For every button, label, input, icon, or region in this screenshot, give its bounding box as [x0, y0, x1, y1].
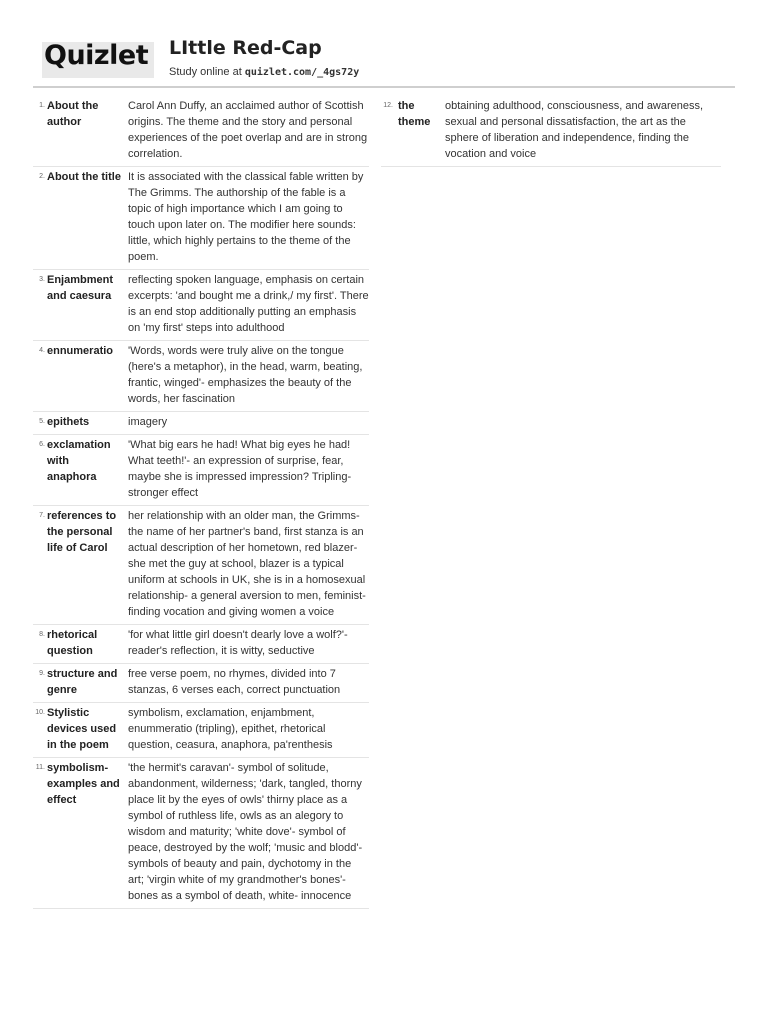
card-definition: reflecting spoken language, emphasis on certain excerpts: 'and bought me a drink,/ my first'. There is an end stop additionally putting an emphasis on 'my first' steps into adulthood: [128, 274, 369, 334]
card-term: About the author: [47, 100, 99, 128]
card-number: 4.: [39, 347, 45, 354]
card-number: 5.: [39, 418, 45, 425]
flashcard-row: [33, 435, 369, 506]
card-term: references to the personal life of Carol: [47, 510, 117, 554]
card-number: 9.: [39, 670, 45, 677]
card-definition: 'Words, words were truly alive on the tongue (here's a metaphor), in the head, warm, beating, frantic, winged'- emphasizes the beauty of the words, her fascination: [128, 345, 363, 405]
quizlet-logo: [42, 42, 154, 78]
flashcard-row: [33, 703, 369, 758]
card-number: 2.: [39, 173, 45, 180]
page-header: [0, 0, 768, 88]
flashcard-row: [33, 664, 369, 703]
right-column: [381, 96, 721, 167]
flashcard-row: [33, 412, 369, 435]
flashcard-row: [33, 625, 369, 664]
card-number: 3.: [39, 276, 45, 283]
card-term: structure and genre: [47, 668, 118, 696]
card-definition: It is associated with the classical fable written by The Grimms. The authorship of the fable is a topic of high importance which I am going to touch upon later on. The modifier here sounds: little, which highly pertains to the theme of the poem.: [128, 171, 364, 263]
flashcard-row: [33, 758, 369, 909]
flashcard-row: [33, 96, 369, 167]
flashcard-row: [33, 167, 369, 270]
card-term: exclamation with anaphora: [47, 439, 111, 483]
card-number: 10.: [35, 709, 45, 716]
card-number: 11.: [35, 764, 45, 771]
card-term: symbolism- examples and effect: [47, 762, 120, 806]
card-term: ennumeratio: [47, 345, 114, 357]
study-online-line: [169, 66, 359, 78]
left-column: [33, 96, 369, 909]
card-definition: obtaining adulthood, consciousness, and awareness, sexual and personal dissatisfaction, the art as the sphere of liberation and independence, finding the vocation and voice: [445, 100, 704, 160]
card-definition: Carol Ann Duffy, an acclaimed author of Scottish origins. The theme and the story and personal experiences of the poet overlap and are in strong correlation.: [128, 100, 368, 160]
set-title: LIttle Red-Cap: [169, 37, 322, 59]
card-term: Stylistic devices used in the poem: [47, 707, 117, 751]
card-definition: free verse poem, no rhymes, divided into 7 stanzas, 6 verses each, correct punctuation: [128, 668, 341, 696]
card-number: 6.: [39, 441, 45, 448]
header-divider: [33, 86, 735, 88]
flashcard-row: [33, 341, 369, 412]
flashcard-row: [33, 506, 369, 625]
card-number: 12.: [383, 102, 393, 109]
card-term: the theme: [398, 100, 431, 128]
flashcard-row: [33, 270, 369, 341]
study-prefix: Study online at: [169, 66, 245, 78]
study-url-link[interactable]: quizlet.com/_4gs72y: [244, 67, 360, 78]
logo-text: Quizlet: [44, 40, 149, 71]
card-definition: symbolism, exclamation, enjambment, enummeratio (tripling), epithet, rhetorical question, ceasura, anaphora, pa'renthesis: [128, 707, 333, 751]
card-definition: 'What big ears he had! What big eyes he had! What teeth!'- an expression of surprise, fear, maybe she is impressed impression? Tripling- stronger effect: [128, 439, 352, 499]
card-term: About the title: [47, 171, 121, 183]
card-definition: 'for what little girl doesn't dearly love a wolf?'- reader's reflection, it is witty, seductive: [128, 629, 348, 657]
card-definition: imagery: [128, 416, 168, 428]
card-term: rhetorical question: [47, 629, 98, 657]
card-term: epithets: [47, 416, 90, 428]
card-number: 8.: [39, 631, 45, 638]
card-number: 7.: [39, 512, 45, 519]
flashcard-row: [381, 96, 721, 167]
card-number: 1.: [39, 102, 45, 109]
card-definition: 'the hermit's caravan'- symbol of solitude, abandonment, wilderness; 'dark, tangled, thorny place lit by the eyes of owls' thirny place as a symbol of ruthless life, owls as an alegory to wisdom and maturity; 'white dove'- symbol of peace, destroyed by the wolf; 'music and blodd'- symbols of beauty and pain, dychotomy in the art; 'virgin white of my grandmother's bones'- bones as a symbol of death, white- innocence: [128, 762, 363, 902]
card-term: Enjambment and caesura: [47, 274, 114, 302]
card-definition: her relationship with an older man, the Grimms- the name of her partner's band, first stanza is an actual description of her hometown, red blazer- she met the guy at school, blazer is a typical uniform at schools in UK, she is in a homosexual relationship- a general aversion to men, feminist- finding vocation and giving women a voice: [128, 510, 366, 618]
